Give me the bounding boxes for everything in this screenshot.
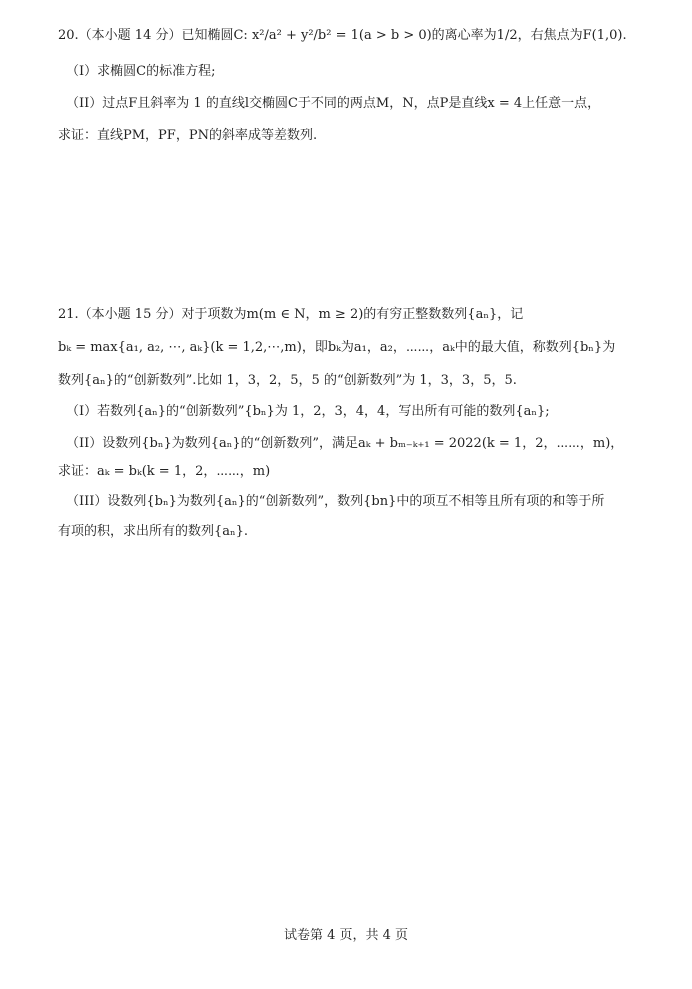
q21-part2: （II）设数列{bₙ}为数列{aₙ}的“创新数列”，满足aₖ + bₘ₋ₖ₊₁ = 2022(k = 1，2，⋯⋯，m)，	[66, 436, 624, 451]
q20-stem: 20.（本小题 14 分）已知椭圆C: x²/a² + y²/b² = 1(a > b > 0)的离心率为1/2，右焦点为F(1,0).	[58, 28, 627, 43]
q21-part2-cont: 求证：aₖ = bₖ(k = 1，2，⋯⋯，m)	[58, 464, 271, 479]
q20-part1: （I）求椭圆C的标准方程;	[66, 64, 216, 79]
q21-part3: （III）设数列{bₙ}为数列{aₙ}的“创新数列”，数列{bn}中的项互不相等且所有项的和等于所	[66, 494, 605, 509]
q21-part1: （I）若数列{aₙ}的“创新数列”{bₙ}为 1，2，3，4，4，写出所有可能的数列{aₙ};	[66, 404, 550, 419]
q20-part2-cont: 求证：直线PM，PF，PN的斜率成等差数列.	[58, 128, 318, 143]
q21-part3-cont: 有项的积，求出所有的数列{aₙ}.	[58, 524, 249, 539]
q21-definition: bₖ = max{a₁, a₂, ⋯, aₖ}(k = 1,2,⋯,m)，即bₖ为a₁，a₂，⋯⋯，aₖ中的最大值，称数列{bₙ}为	[58, 340, 616, 355]
q21-example: 数列{aₙ}的“创新数列”.比如 1，3，2，5，5 的“创新数列”为 1，3，3，5，5.	[58, 373, 517, 388]
q20-part2: （II）过点F且斜率为 1 的直线l交椭圆C于不同的两点M，N，点P是直线x = 4上任意一点，	[66, 96, 601, 111]
page-footer: 试卷第 4 页，共 4 页	[283, 928, 409, 943]
q21-stem: 21.（本小题 15 分）对于项数为m(m ∈ N，m ≥ 2)的有穷正整数数列{aₙ}，记	[58, 307, 524, 322]
